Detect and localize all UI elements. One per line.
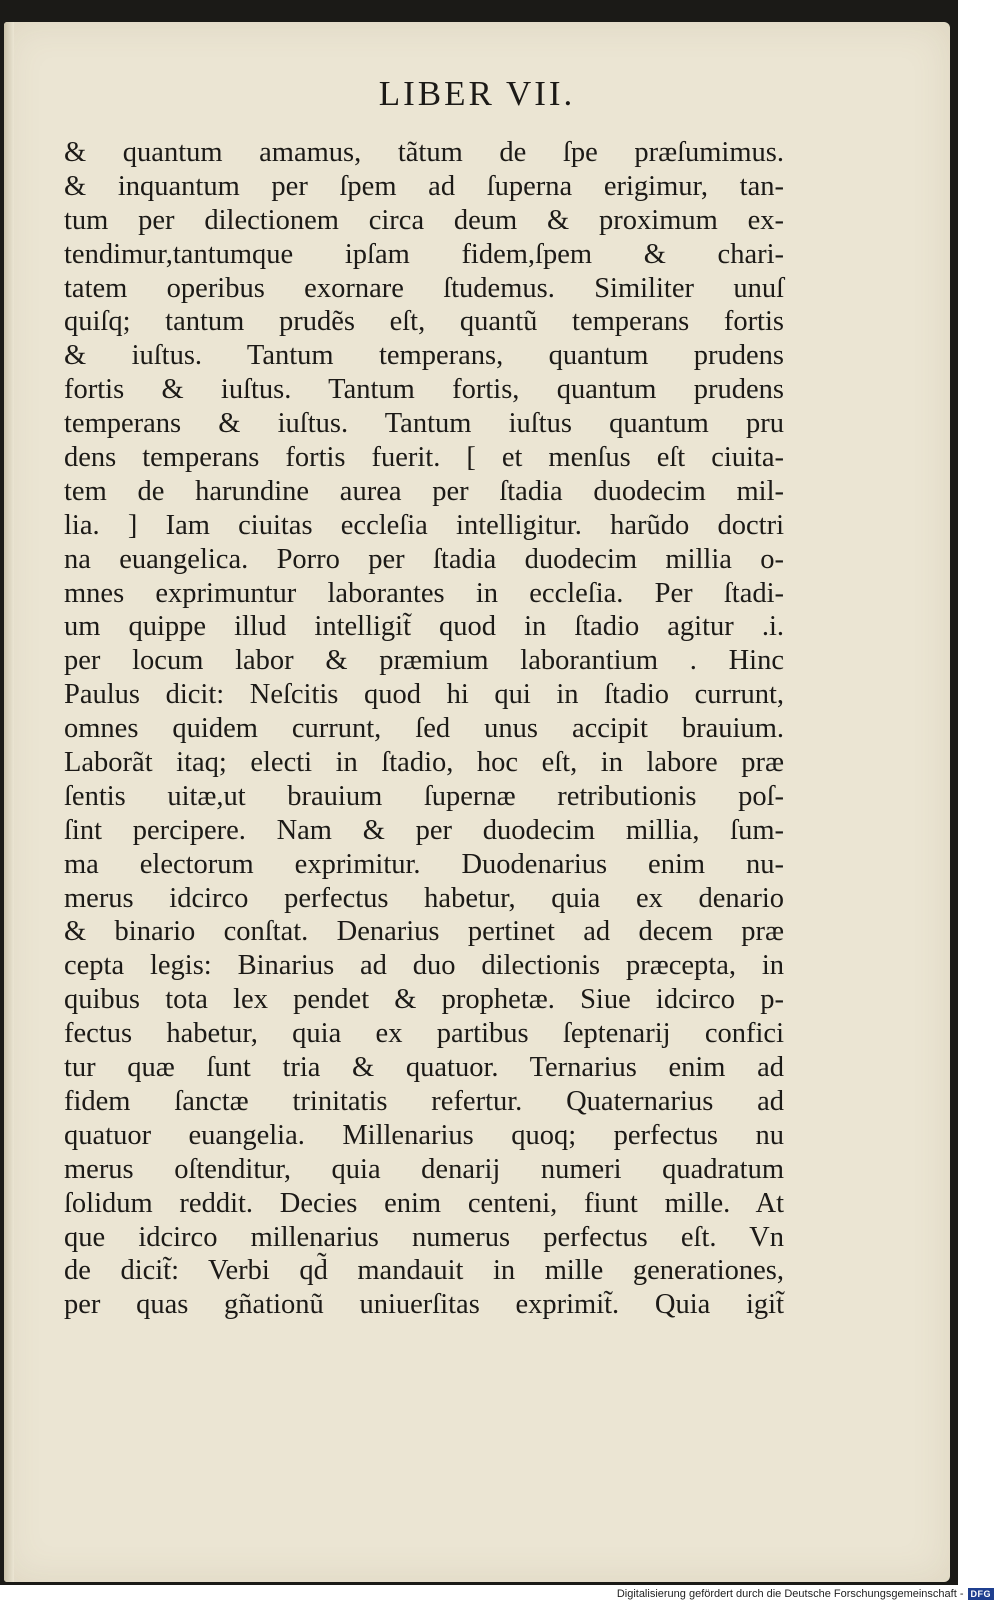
text-line: temperans & iuſtus. Tantum iuſtus quantum pru xyxy=(64,408,784,440)
text-line: merus oſtenditur, quia denarij numeri quadratum xyxy=(64,1153,784,1185)
page-gutter xyxy=(4,22,14,1582)
text-line: tur quæ ſunt tria & quatuor. Ternarius enim ad xyxy=(64,1052,784,1084)
text-line: & quantum amamus, tãtum de ſpe præſumimus. xyxy=(64,137,784,168)
text-line: quatuor euangelia. Millenarius quoq; perfectus nu xyxy=(64,1119,784,1151)
text-line: tatem operibus exornare ſtudemus. Similiter unuſ xyxy=(64,272,784,304)
digitization-credit xyxy=(617,1588,994,1600)
text-line: quiſq; tantum prudẽs eſt, quantũ temperans fortis xyxy=(64,306,784,338)
text-line: mnes exprimuntur laborantes in eccleſia. Per ſtadi- xyxy=(64,577,784,609)
text-block xyxy=(64,136,784,1322)
text-line: tendimur,tantumque ipſam fidem,ſpem & chari- xyxy=(64,238,784,270)
text-line: tem de harundine aurea per ſtadia duodecim mil- xyxy=(64,475,784,507)
text-line: quibus tota lex pendet & prophetæ. Siue idcirco p- xyxy=(64,984,784,1016)
text-line: fidem ſanctæ trinitatis refertur. Quaternarius ad xyxy=(64,1085,784,1117)
text-line: per locum labor & præmium laborantium . Hinc xyxy=(64,645,784,677)
text-line: cepta legis: Binarius ad duo dilectionis præcepta, in xyxy=(64,950,784,982)
text-line: omnes quidem currunt, ſed unus accipit brauium. xyxy=(64,713,784,745)
text-line: dens temperans fortis fuerit. [ et menſus eſt ciuita- xyxy=(64,442,784,474)
text-line: Laborãt itaq; electi in ſtadio, hoc eſt, in labore præ xyxy=(64,747,784,779)
text-line: que idcirco millenarius numerus perfectus eſt. Vn xyxy=(64,1221,784,1253)
text-line: de dicit̃: Verbi qd̃ mandauit in mille generationes, xyxy=(64,1255,784,1287)
credit-text: Digitalisierung gefördert durch die Deutsche Forschungsgemeinschaft - xyxy=(616,1588,964,1600)
text-line: ſentis uitæ,ut brauium ſupernæ retributionis poſ- xyxy=(64,780,784,812)
text-line: fortis & iuſtus. Tantum fortis, quantum prudens xyxy=(64,374,784,406)
text-line: ſint percipere. Nam & per duodecim millia, ſum- xyxy=(64,814,784,846)
text-line: & binario conſtat. Denarius pertinet ad decem præ xyxy=(64,916,784,948)
text-line: per quas gñationũ uniuerſitas exprimit̃. Quia igit̃ xyxy=(64,1289,784,1321)
text-line: & inquantum per ſpem ad ſuperna erigimur, tan- xyxy=(64,170,784,202)
text-line: & iuſtus. Tantum temperans, quantum prudens xyxy=(64,340,784,372)
text-line: um quippe illud intelligit̃ quod in ſtadio agitur .i. xyxy=(64,611,784,643)
text-line: tum per dilectionem circa deum & proximum ex- xyxy=(64,204,784,236)
dfg-logo: DFG xyxy=(968,1588,995,1600)
text-line: merus idcirco perfectus habetur, quia ex denario xyxy=(64,882,784,914)
book-page xyxy=(4,22,950,1582)
text-line: ma electorum exprimitur. Duodenarius enim nu- xyxy=(64,848,784,880)
running-head: LIBER VII. xyxy=(378,74,576,113)
text-line: na euangelica. Porro per ſtadia duodecim millia o- xyxy=(64,543,784,575)
text-line: ſolidum reddit. Decies enim centeni, fiunt mille. At xyxy=(64,1187,784,1219)
text-line: fectus habetur, quia ex partibus ſeptenarij confici xyxy=(64,1018,784,1050)
text-line: lia. ] Iam ciuitas eccleſia intelligitur. harũdo doctri xyxy=(64,509,784,541)
text-line: Paulus dicit: Neſcitis quod hi qui in ſtadio currunt, xyxy=(64,679,784,711)
